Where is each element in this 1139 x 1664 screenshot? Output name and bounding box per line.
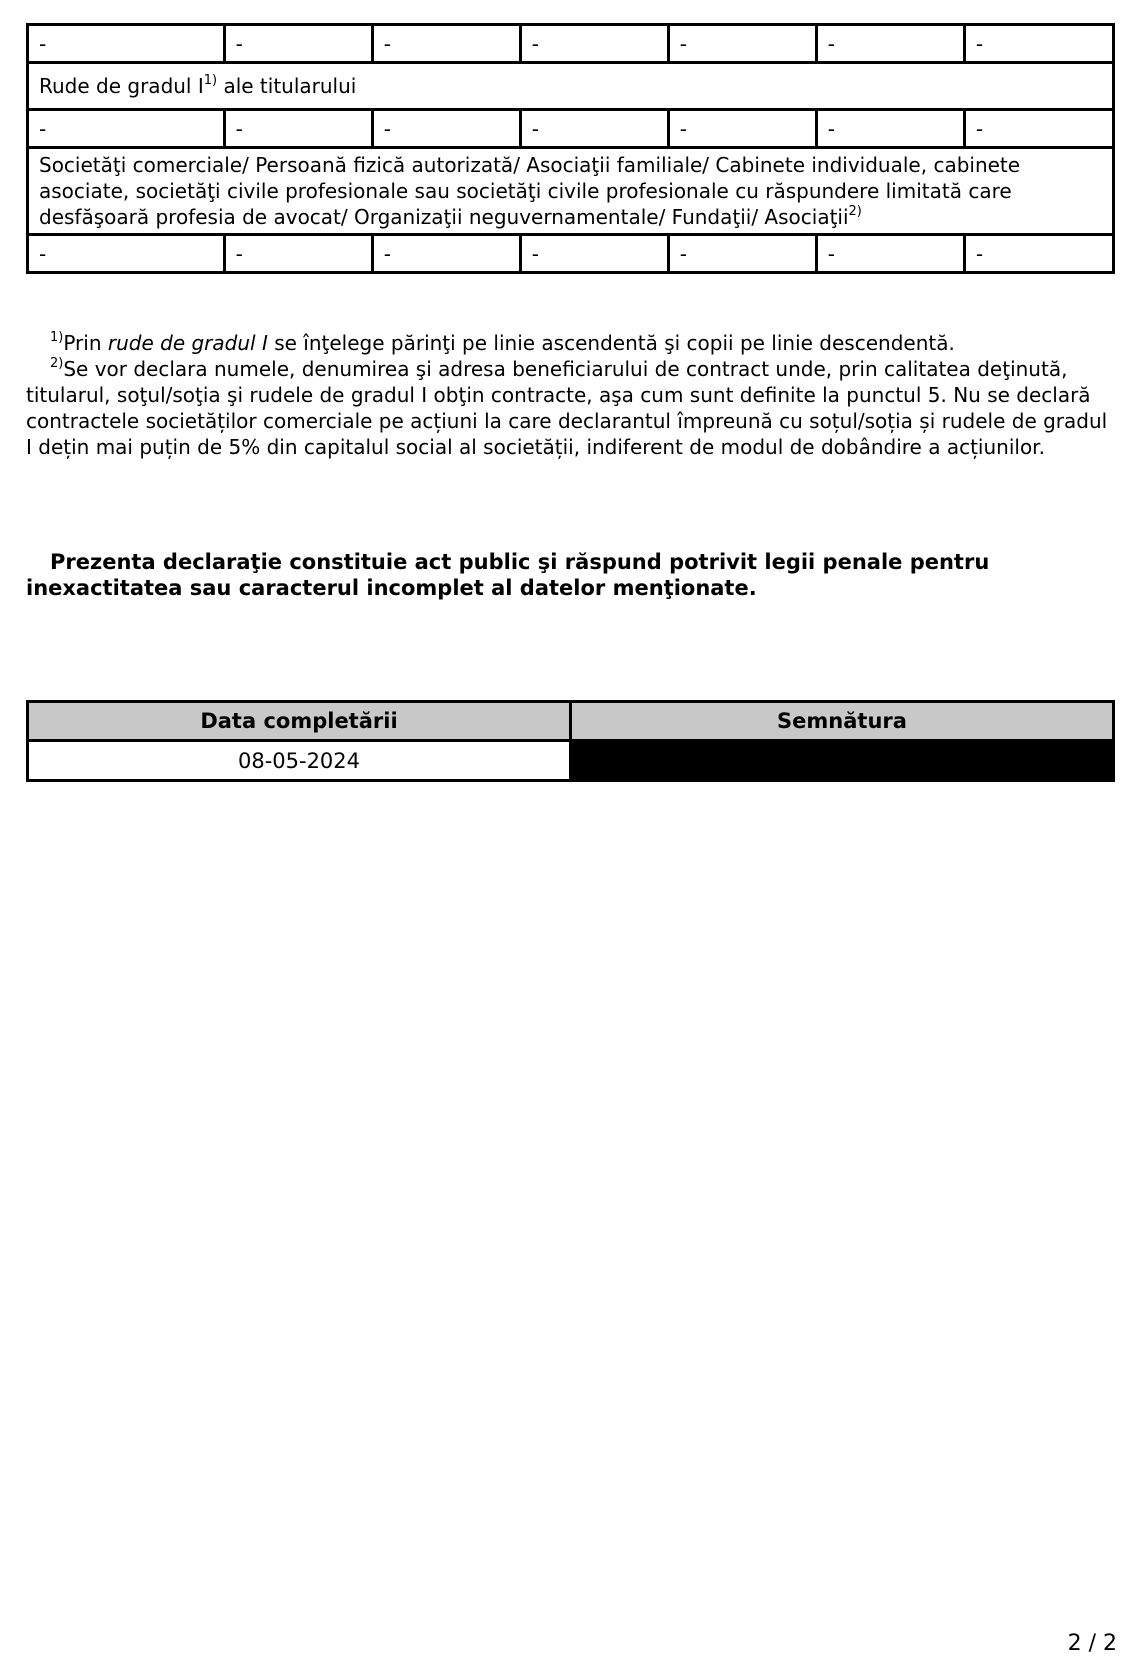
table-cell: - — [668, 25, 816, 63]
table-cell: - — [964, 25, 1113, 63]
table-cell: - — [668, 110, 816, 148]
table-row — [28, 110, 1114, 148]
signature-redacted — [571, 741, 1114, 781]
page-number: 2 / 2 — [1067, 1631, 1117, 1656]
section-row-companies — [28, 148, 1114, 235]
footnote-text: Se vor declara numele, denumirea şi adresa beneficiarului de contract unde, prin calitatea deţinută, titularul, soţul/soţia şi rudele de gradul I obţin contracte, aşa cum sunt definite la punctul 5. Nu se declară contractele societăților comerciale pe acțiuni la care declarantul împreună cu soțul/soția și rudele de gradul I dețin mai puțin de 5% din capitalul social al societății, indiferent de modul de dobândire a acțiunilor. — [26, 357, 1108, 459]
footnote-marker: 1) — [50, 330, 64, 345]
signature-value-row — [28, 741, 1114, 781]
footnote-marker: 2) — [50, 356, 64, 371]
table-cell: - — [224, 235, 372, 273]
footnote-2 — [26, 356, 1111, 460]
contracts-table — [26, 23, 1115, 274]
footnote-text: Prin — [63, 331, 108, 355]
table-cell: - — [964, 110, 1113, 148]
footnote-italic-term: rude de gradul I — [107, 331, 268, 355]
section-label-text: Rude de gradul I — [39, 74, 204, 98]
table-cell: - — [668, 235, 816, 273]
declaration-statement: Prezenta declaraţie constituie act public şi răspund potrivit legii penale pentru inexactitatea sau caracterul incomplet al datelor menţionate. — [26, 550, 990, 600]
table-cell: - — [816, 25, 964, 63]
date-value: 08-05-2024 — [28, 741, 571, 781]
date-header: Data completării — [28, 702, 571, 741]
footnote-text: se înţelege părinţi pe linie ascendentă şi copii pe linie descendentă. — [267, 331, 955, 355]
table-cell: - — [28, 235, 225, 273]
section-label-text: Societăţi comerciale/ Persoană fizică autorizată/ Asociaţii familiale/ Cabinete individuale, cabinete asociate, societăţi civile profesionale sau societăţi civile profesionale cu răspundere limitată care desfăşoară profesia de avocat/ Organizaţii neguvernamentale/ Fundaţii/ Asociaţii — [39, 153, 1021, 229]
table-row — [28, 25, 1114, 63]
table-cell: - — [520, 25, 668, 63]
section-row-relatives — [28, 63, 1114, 110]
table-cell: - — [224, 110, 372, 148]
signature-header-row — [28, 702, 1114, 741]
section-label-companies — [28, 148, 1114, 235]
table-cell: - — [964, 235, 1113, 273]
table-cell: - — [520, 110, 668, 148]
table-cell: - — [816, 235, 964, 273]
section-label-text-after: ale titularului — [223, 74, 357, 98]
table-cell: - — [28, 25, 225, 63]
section-label-relatives — [28, 63, 1114, 110]
footnote-ref: 2) — [848, 204, 862, 219]
table-cell: - — [372, 25, 520, 63]
footnotes — [26, 330, 1111, 460]
table-cell: - — [816, 110, 964, 148]
table-cell: - — [28, 110, 225, 148]
table-cell: - — [372, 235, 520, 273]
footnote-1 — [26, 330, 1111, 356]
signature-table — [26, 700, 1115, 782]
table-cell: - — [372, 110, 520, 148]
table-row — [28, 235, 1114, 273]
signature-header: Semnătura — [571, 702, 1114, 741]
table-cell: - — [224, 25, 372, 63]
table-cell: - — [520, 235, 668, 273]
footnote-ref: 1) — [203, 73, 218, 88]
